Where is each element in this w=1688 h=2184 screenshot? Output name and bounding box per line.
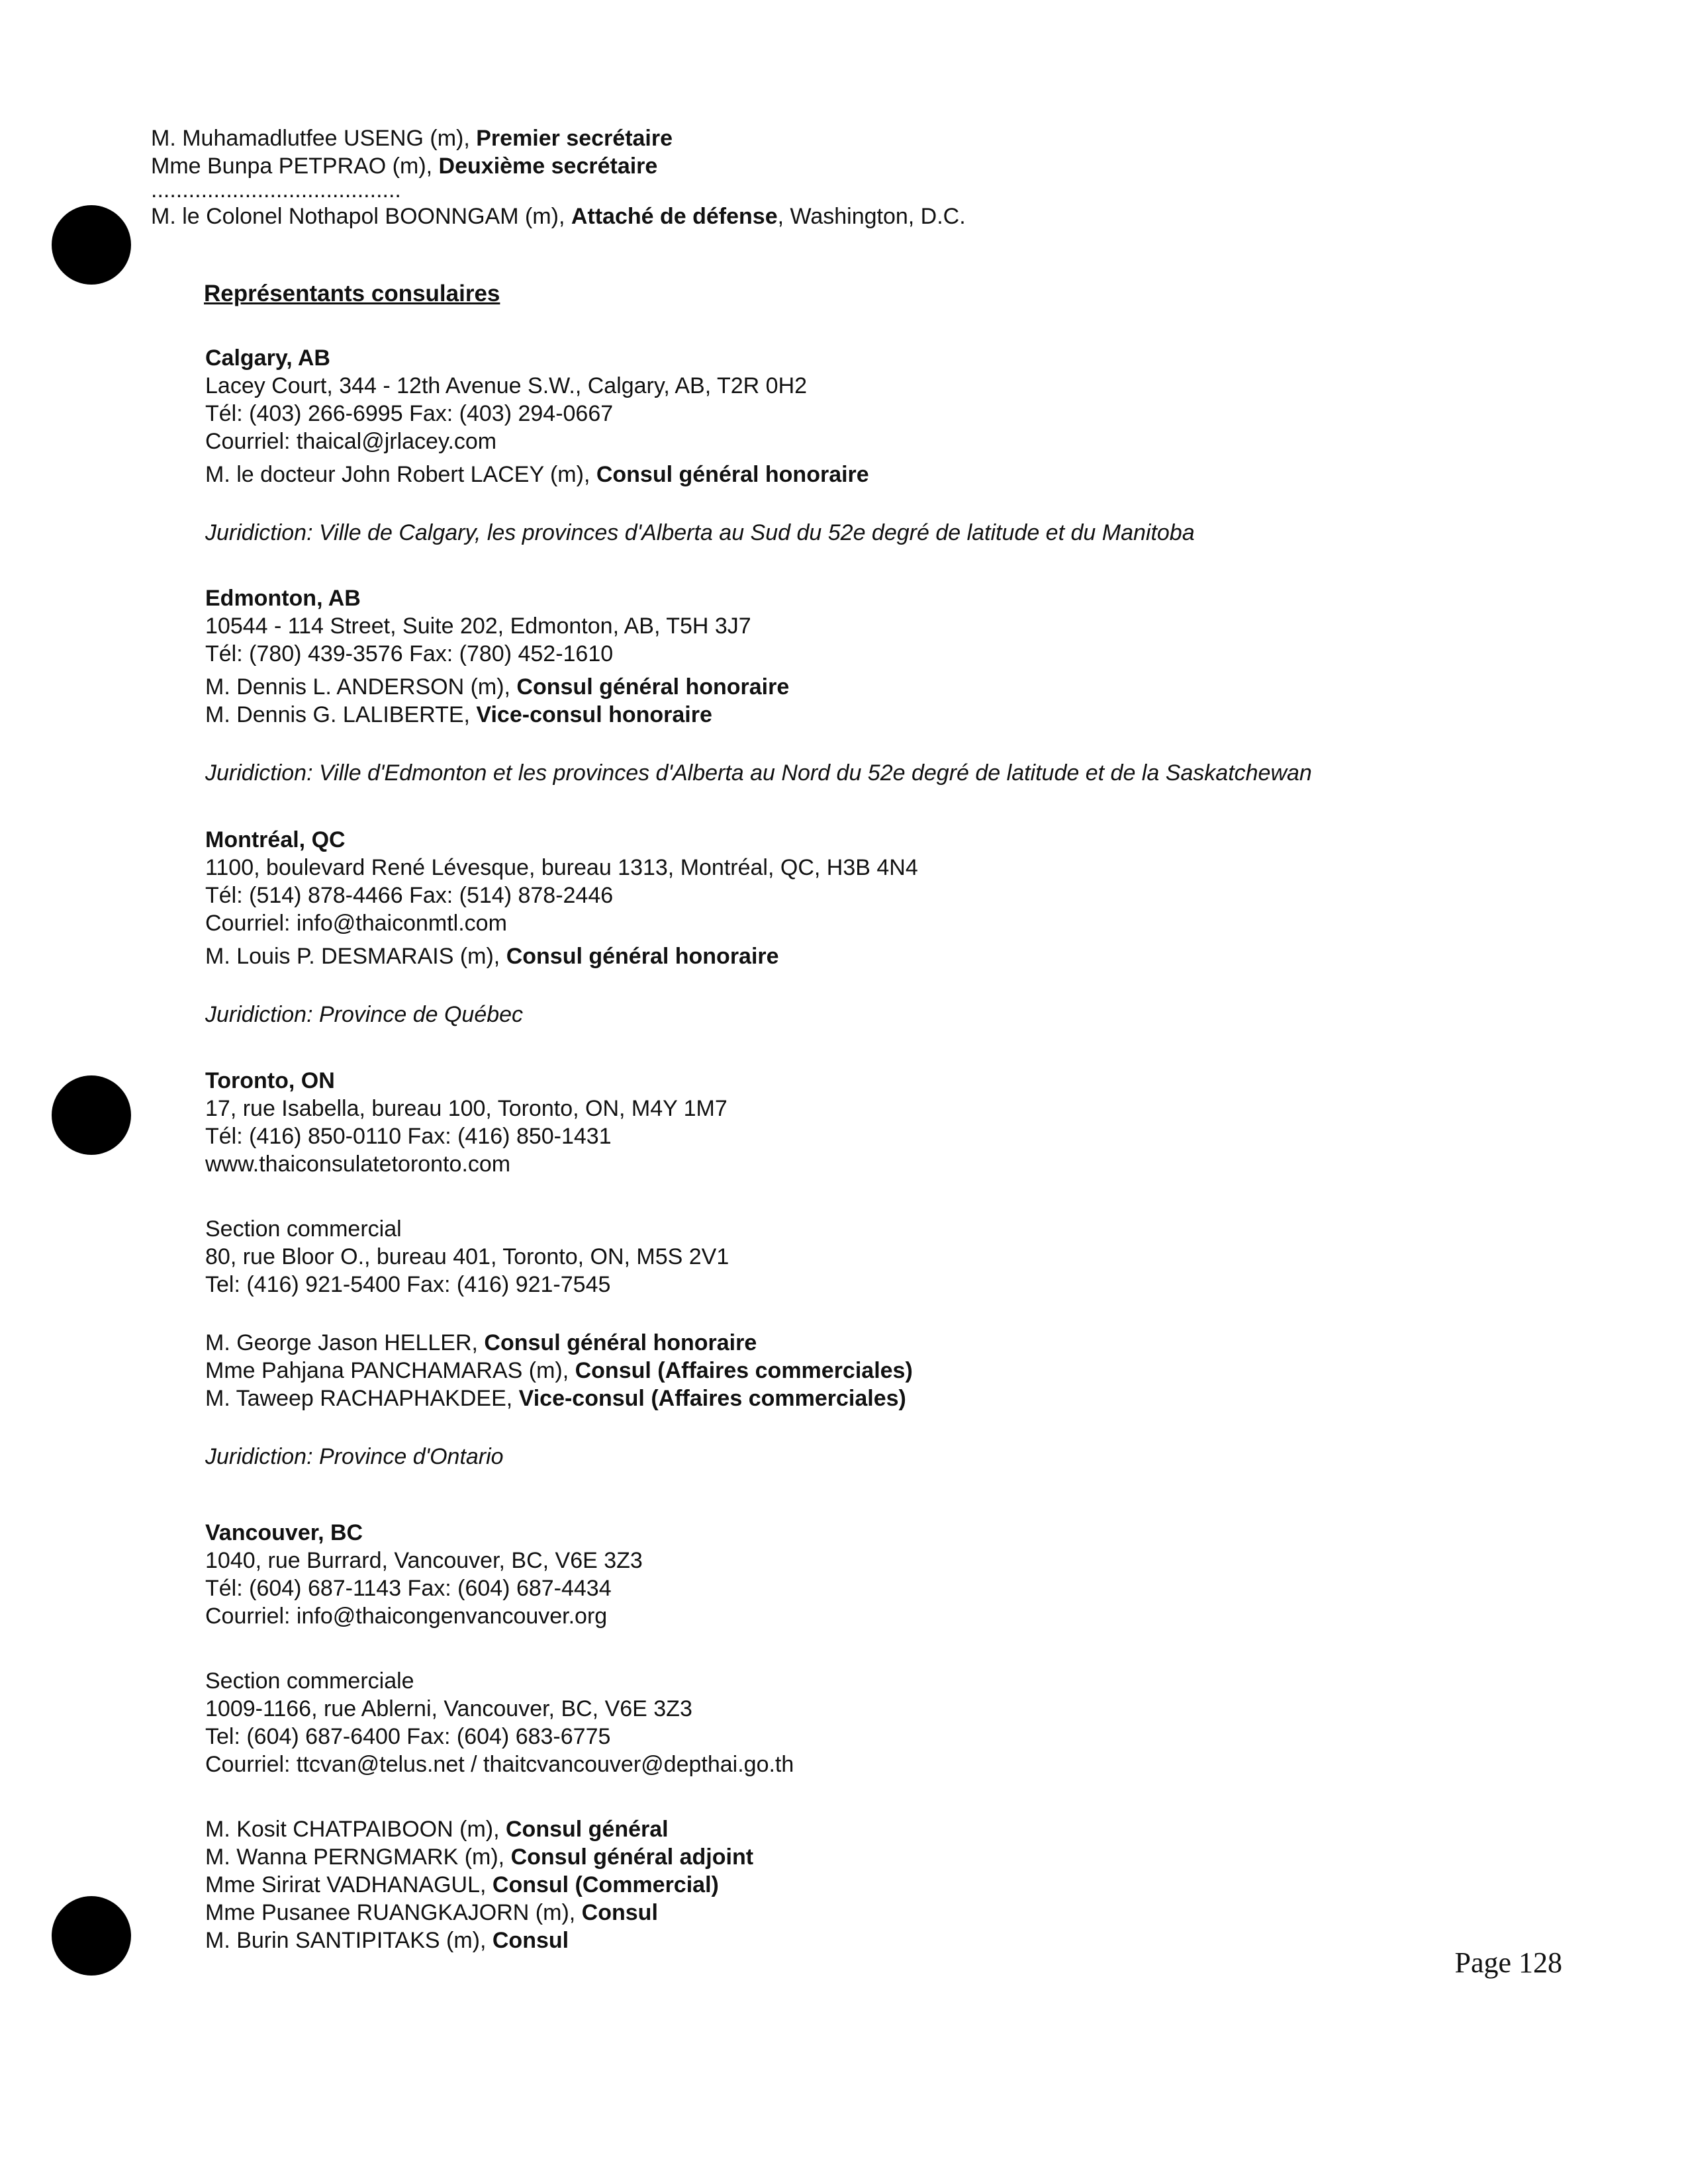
dotted-separator: ........................................ xyxy=(151,177,401,203)
staff-line: Mme Pahjana PANCHAMARAS (m), Consul (Affaires commerciales) xyxy=(205,1358,913,1383)
staff-line: M. Burin SANTIPITAKS (m), Consul xyxy=(205,1928,569,1953)
staff-line-attache: M. le Colonel Nothapol BOONNGAM (m), Attaché de défense, Washington, D.C. xyxy=(151,204,966,229)
section-phone-fax: Tel: (604) 687-6400 Fax: (604) 683-6775 xyxy=(205,1724,611,1749)
punch-hole-top xyxy=(52,205,131,285)
city-name: Vancouver, BC xyxy=(205,1520,363,1545)
section-heading: Représentants consulaires xyxy=(204,281,500,306)
phone-fax: Tél: (514) 878-4466 Fax: (514) 878-2446 xyxy=(205,883,614,908)
city-name: Montréal, QC xyxy=(205,827,346,852)
jurisdiction: Juridiction: Province de Québec xyxy=(205,1002,524,1027)
staff-line: M. Taweep RACHAPHAKDEE, Vice-consul (Affaires commerciales) xyxy=(205,1386,906,1411)
address: 17, rue Isabella, bureau 100, Toronto, ON, M4Y 1M7 xyxy=(205,1096,727,1121)
phone-fax: Tél: (604) 687-1143 Fax: (604) 687-4434 xyxy=(205,1576,612,1601)
staff-line: M. Muhamadlutfee USENG (m), Premier secrétaire xyxy=(151,126,673,151)
jurisdiction: Juridiction: Ville de Calgary, les provinces d'Alberta au Sud du 52e degré de latitude et du Manitoba xyxy=(205,520,1195,545)
staff-line: M. Kosit CHATPAIBOON (m), Consul général xyxy=(205,1817,669,1842)
section-address: 80, rue Bloor O., bureau 401, Toronto, ON, M5S 2V1 xyxy=(205,1244,729,1269)
city-name: Toronto, ON xyxy=(205,1068,335,1093)
section-address: 1009-1166, rue Ablerni, Vancouver, BC, V6E 3Z3 xyxy=(205,1696,692,1721)
city-name: Calgary, AB xyxy=(205,345,330,371)
email: Courriel: info@thaicongenvancouver.org xyxy=(205,1604,608,1629)
city-name: Edmonton, AB xyxy=(205,586,361,611)
staff-line: M. Louis P. DESMARAIS (m), Consul général honoraire xyxy=(205,944,779,969)
staff-line: M. le docteur John Robert LACEY (m), Consul général honoraire xyxy=(205,462,869,487)
consulate-vancouver xyxy=(205,1519,794,1954)
consulate-toronto xyxy=(205,1067,913,1471)
address: 1040, rue Burrard, Vancouver, BC, V6E 3Z3 xyxy=(205,1548,643,1573)
page-number: Page 128 xyxy=(1454,1946,1562,1979)
section-email: Courriel: ttcvan@telus.net / thaitcvancouver@depthai.go.th xyxy=(205,1752,794,1777)
staff-line: M. Wanna PERNGMARK (m), Consul général adjoint xyxy=(205,1844,754,1870)
phone-fax: Tél: (403) 266-6995 Fax: (403) 294-0667 xyxy=(205,401,614,426)
staff-line: Mme Sirirat VADHANAGUL, Consul (Commercial) xyxy=(205,1872,719,1897)
jurisdiction: Juridiction: Ville d'Edmonton et les provinces d'Alberta au Nord du 52e degré de latitude et de la Saskatchewan xyxy=(205,760,1312,786)
address: 10544 - 114 Street, Suite 202, Edmonton, AB, T5H 3J7 xyxy=(205,614,751,639)
email: Courriel: info@thaiconmtl.com xyxy=(205,911,507,936)
jurisdiction: Juridiction: Province d'Ontario xyxy=(205,1444,504,1469)
website: www.thaiconsulatetoronto.com xyxy=(205,1152,511,1177)
phone-fax: Tél: (780) 439-3576 Fax: (780) 452-1610 xyxy=(205,641,614,666)
staff-line: M. Dennis G. LALIBERTE, Vice-consul honoraire xyxy=(205,702,712,727)
address: 1100, boulevard René Lévesque, bureau 1313, Montréal, QC, H3B 4N4 xyxy=(205,855,918,880)
consulate-calgary xyxy=(205,344,1195,547)
section-phone-fax: Tel: (416) 921-5400 Fax: (416) 921-7545 xyxy=(205,1272,611,1297)
staff-line: Mme Bunpa PETPRAO (m), Deuxième secrétaire xyxy=(151,154,658,179)
staff-line: M. George Jason HELLER, Consul général honoraire xyxy=(205,1330,757,1355)
consulate-edmonton xyxy=(205,584,1312,787)
staff-line: M. Dennis L. ANDERSON (m), Consul général honoraire xyxy=(205,674,790,700)
punch-hole-bottom xyxy=(52,1896,131,1976)
top-staff-block xyxy=(151,124,966,230)
phone-fax: Tél: (416) 850-0110 Fax: (416) 850-1431 xyxy=(205,1124,612,1149)
section-title: Section commerciale xyxy=(205,1668,414,1694)
punch-hole-middle xyxy=(52,1075,131,1155)
email: Courriel: thaical@jrlacey.com xyxy=(205,429,497,454)
section-title: Section commercial xyxy=(205,1216,402,1242)
staff-line: Mme Pusanee RUANGKAJORN (m), Consul xyxy=(205,1900,658,1925)
consulate-montreal xyxy=(205,826,918,1028)
address: Lacey Court, 344 - 12th Avenue S.W., Calgary, AB, T2R 0H2 xyxy=(205,373,808,398)
